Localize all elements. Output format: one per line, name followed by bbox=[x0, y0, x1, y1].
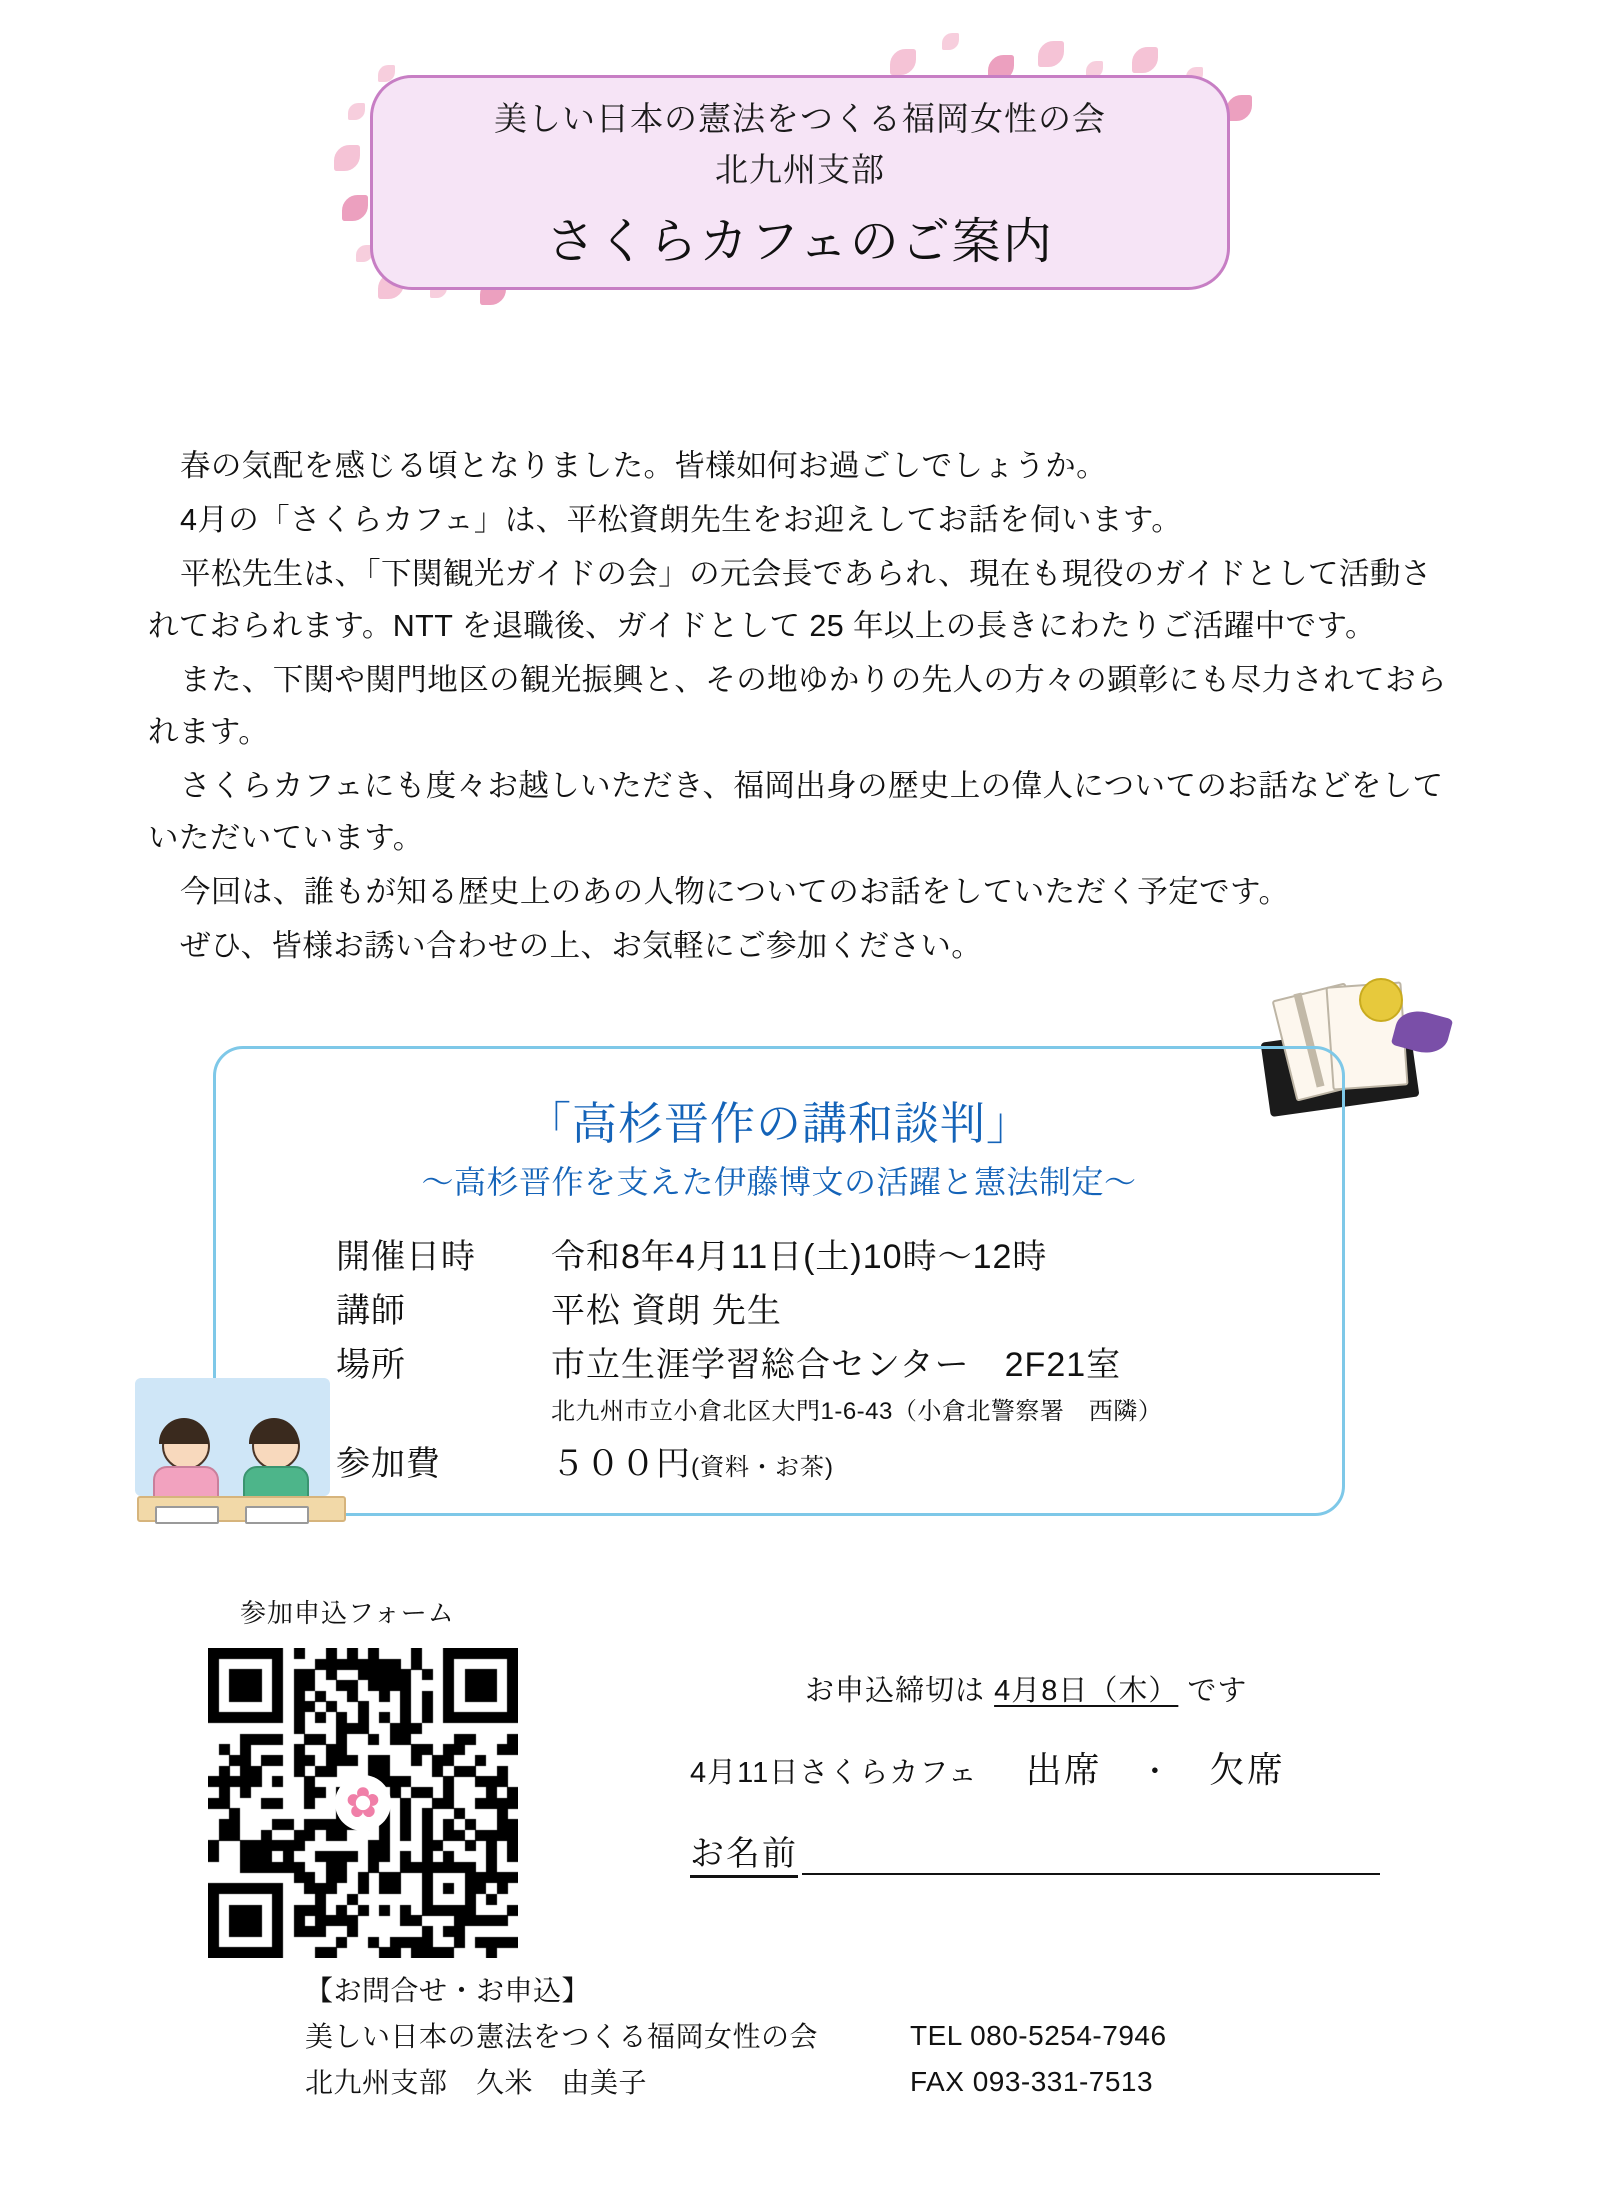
paragraph-speaker-profile: 平松先生は、「下関観光ガイドの会」の元会長であられ、現在も現役のガイドとして活動されておられます。NTT を退職後、ガイドとして 25 年以上の長きにわたりご活躍中です。 bbox=[148, 557, 1432, 643]
footer-org-line1: 美しい日本の憲法をつくる福岡女性の会 bbox=[305, 2021, 819, 2052]
event-lecture-title: 「高杉晋作の講和談判」 bbox=[525, 1098, 1032, 1149]
sakura-petal-icon bbox=[342, 195, 368, 221]
footer-phone-block bbox=[910, 2013, 1167, 2105]
organization-branch: 北九州支部 bbox=[715, 150, 885, 188]
attendance-event-label: 4月11日さくらカフェ bbox=[690, 1757, 978, 1789]
gift-seal-icon bbox=[1359, 978, 1403, 1022]
event-row-venue bbox=[336, 1337, 1296, 1386]
event-row-label: 参加費 bbox=[336, 1445, 441, 1483]
paragraph-topic: 今回は、誰もが知る歴史上のあの人物についてのお話をしていただく予定です。 bbox=[180, 875, 1290, 909]
notebook-shape bbox=[155, 1506, 219, 1524]
sakura-petal-icon bbox=[334, 145, 360, 171]
sakura-flower-icon: ✿ bbox=[335, 1775, 391, 1831]
footer-fax: FAX 093-331-7513 bbox=[910, 2066, 1154, 2097]
qr-caption: 参加申込フォーム bbox=[240, 1598, 455, 1628]
students-illustration bbox=[135, 1378, 350, 1548]
name-field-label: お名前 bbox=[690, 1835, 798, 1873]
event-venue-address: 北九州市立小倉北区大門1-6-43（小倉北警察署 西隣） bbox=[551, 1398, 1163, 1425]
page-title: さくらカフェのご案内 bbox=[546, 214, 1054, 269]
paragraph-speaker-activities: また、下関や関門地区の観光振興と、その地ゆかりの先人の方々の顕彰にも尽力されておられます。 bbox=[148, 663, 1447, 749]
application-deadline bbox=[805, 1668, 1247, 1709]
paragraph-event-intro: 4月の「さくらカフェ」は、平松資朗先生をお迎えしてお話を伺います。 bbox=[180, 503, 1183, 537]
deadline-suffix: です bbox=[1187, 1675, 1248, 1707]
deadline-prefix: お申込締切は bbox=[805, 1675, 986, 1707]
event-row-lecturer bbox=[336, 1283, 1296, 1332]
sakura-petal-icon bbox=[1038, 41, 1064, 67]
attendance-option-absent[interactable]: 欠席 bbox=[1208, 1749, 1285, 1790]
paragraph-greeting: 春の気配を感じる頃となりました。皆様如何お過ごしでしょうか。 bbox=[180, 449, 1107, 483]
attendance-option-separator: ・ bbox=[1139, 1756, 1171, 1789]
footer-heading: 【お問合せ・お申込】 bbox=[305, 1975, 591, 2006]
header-banner-area bbox=[370, 75, 1230, 290]
event-row-fee bbox=[336, 1436, 1296, 1485]
event-lecture-subtitle: 〜高杉晋作を支えた伊藤博文の活躍と憲法制定〜 bbox=[421, 1164, 1137, 1200]
sakura-petal-icon bbox=[348, 103, 365, 120]
event-row-label: 開催日時 bbox=[336, 1238, 476, 1276]
body-text bbox=[148, 440, 1458, 974]
footer-tel: TEL 080-5254-7946 bbox=[910, 2020, 1167, 2051]
event-row-datetime bbox=[336, 1229, 1296, 1278]
event-detail-rows bbox=[336, 1229, 1296, 1490]
sakura-petal-icon bbox=[1132, 47, 1158, 73]
footer-contact-block bbox=[305, 1968, 818, 2106]
notebook-shape bbox=[245, 1506, 309, 1524]
header-banner bbox=[370, 75, 1230, 290]
event-info-box bbox=[213, 1046, 1345, 1516]
paragraph-past-talks: さくらカフェにも度々お越しいただき、福岡出身の歴史上の偉人についてのお話などをしていただいています。 bbox=[148, 769, 1444, 855]
organization-name-line1: 美しい日本の憲法をつくる福岡女性の会 bbox=[494, 99, 1106, 137]
name-entry-row bbox=[690, 1826, 1380, 1875]
application-form-qr-code[interactable] bbox=[208, 1648, 518, 1958]
deadline-date: 4月8日（木） bbox=[994, 1675, 1179, 1707]
footer-org-line2: 北九州支部 久米 由美子 bbox=[305, 2067, 648, 2098]
sakura-petal-icon bbox=[890, 49, 916, 75]
event-fee-note: (資料・お茶) bbox=[691, 1454, 834, 1481]
name-input-line[interactable] bbox=[802, 1835, 1380, 1875]
sakura-petal-icon bbox=[942, 33, 959, 50]
event-row-label: 場所 bbox=[336, 1346, 406, 1384]
event-row-value: 令和8年4月11日(土)10時〜12時 bbox=[551, 1238, 1048, 1276]
event-row-value: 平松 資朗 先生 bbox=[551, 1292, 782, 1330]
paragraph-invitation: ぜひ、皆様お誘い合わせの上、お気軽にご参加ください。 bbox=[180, 929, 983, 963]
event-row-value: 市立生涯学習総合センター 2F21室 bbox=[551, 1346, 1122, 1384]
attendance-option-attend[interactable]: 出席 bbox=[1025, 1749, 1102, 1790]
event-fee-amount: ５００円 bbox=[551, 1445, 691, 1483]
attendance-selection-row bbox=[690, 1742, 1285, 1793]
event-row-label: 講師 bbox=[336, 1292, 406, 1330]
